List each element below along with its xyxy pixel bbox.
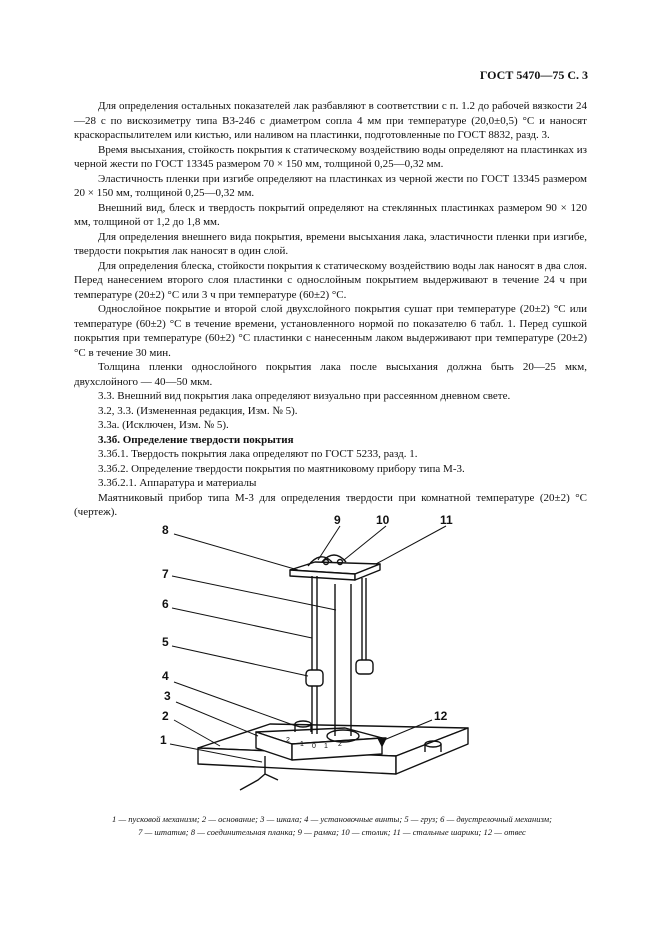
callout-11: 11 — [440, 513, 453, 527]
callout-3: 3 — [164, 689, 171, 703]
paragraph: Внешний вид, блеск и твердость покрытий определяют на стеклянных пластинках размером 90 × 120 мм, толщиной от 1,2 до 1,8 мм. — [74, 201, 587, 228]
callout-2: 2 — [162, 709, 169, 723]
paragraph: 3.3б.1. Твердость покрытия лака определяют по ГОСТ 5233, разд. 1. — [98, 448, 418, 460]
paragraph: Однослойное покрытие и второй слой двухслойного покрытия сушат при температуре (20±2) °С или температуре (60±2) °С в течение времени, установленного нормой по показателю 6 табл. 1. Перед сушкой покрытия при температуре (60±2) °С пластинки с нанесенным лаком выдерживают при температуре (20±2) °С в течение 30 мин. — [74, 303, 587, 359]
pendulum-device-drawing — [150, 512, 510, 804]
callout-7: 7 — [162, 567, 169, 581]
stand-column — [335, 584, 351, 736]
amendment-note: 3.3а. (Исключен, Изм. № 5). — [98, 419, 229, 431]
weight — [306, 670, 323, 686]
scale-mark: 2 — [338, 741, 342, 748]
leader-line-8 — [174, 534, 298, 570]
weight — [356, 660, 373, 674]
caption-line: 1 — пусковой механизм; 2 — основание; 3 — шкала; 4 — установочные винты; 5 — груз; 6 — двустрелочный механизм; — [112, 814, 552, 824]
page-header: ГОСТ 5470—75 С. 3 — [479, 68, 588, 82]
paragraph: Время высыхания, стойкость покрытия к статическому воздействию воды определяют на пластинках из черной жести по ГОСТ 13345 размером 70 × 150 мм, толщиной 0,25—0,32 мм. — [74, 143, 587, 170]
callout-9: 9 — [334, 513, 341, 527]
document-body — [74, 99, 587, 520]
callout-1: 1 — [160, 733, 167, 747]
paragraph: 3.3б.2.1. Аппаратура и материалы — [98, 477, 257, 489]
callout-6: 6 — [162, 597, 169, 611]
caption-line: 7 — штатив; 8 — соединительная планка; 9 — рамка; 10 — столик; 11 — стальные шарики; 12 — отвес — [138, 827, 526, 837]
paragraph: 3.3. Внешний вид покрытия лака определяют визуально при рассеянном дневном свете. — [98, 390, 511, 402]
pendulum-rod — [362, 578, 366, 668]
scale-mark: 1 — [324, 743, 328, 750]
leader-line-5 — [172, 646, 308, 676]
scale-mark: 0 — [312, 743, 316, 750]
leader-line-3 — [176, 702, 258, 736]
callout-4: 4 — [162, 669, 169, 683]
leader-line-2 — [174, 720, 220, 746]
scale-mark: 2 — [286, 737, 290, 744]
paragraph: Для определения остальных показателей лак разбавляют в соответствии с п. 1.2 до рабочей вязкости 24—28 с по вискозиметру типа ВЗ-246 с диаметром сопла 4 мм при температуре (20,0±0,5) °С и наносят краскораспылителем или кистью, или наливом на пластинки, подготовленные по ГОСТ 8832, разд. 3. — [74, 100, 587, 141]
leader-line-6 — [172, 608, 312, 638]
callout-12: 12 — [434, 709, 448, 723]
paragraph: Для определения внешнего вида покрытия, времени высыхания лака, эластичности пленки при изгибе, твердости покрытия лак наносят в один слой. — [74, 230, 587, 257]
figure-caption — [52, 813, 612, 839]
leader-line-4 — [174, 682, 296, 726]
paragraph: Эластичность пленки при изгибе определяют на пластинках из черной жести по ГОСТ 13345 размером 20 × 150 мм, толщиной 0,25—0,32 мм. — [74, 172, 587, 199]
leader-line-10 — [344, 526, 386, 560]
scale-mark: 1 — [300, 741, 304, 748]
callout-10: 10 — [376, 513, 390, 527]
paragraph: Для определения блеска, стойкости покрытия к статическому воздействию воды лак наносят в два слоя. Перед нанесением второго слоя пластинки с однослойным покрытием выдерживают в течение 24 ч при температуре (20±2) °С или 3 ч при температуре (60±2) °С. — [74, 259, 587, 301]
paragraph: Толщина пленки однослойного покрытия лака после высыхания должна быть 20—25 мкм, двухслойного — 40—50 мкм. — [74, 361, 587, 388]
callout-8: 8 — [162, 523, 169, 537]
pendulum-rod — [312, 576, 317, 734]
section-heading: 3.3б. Определение твердости покрытия — [98, 433, 294, 446]
amendment-note: 3.2, 3.3. (Измененная редакция, Изм. № 5). — [98, 404, 298, 417]
callout-5: 5 — [162, 635, 169, 649]
paragraph: Маятниковый прибор типа М-3 для определения твердости при комнатной температуре (20±2) °С (чертеж). — [74, 491, 587, 518]
leader-line-11 — [376, 526, 446, 564]
paragraph: 3.3б.2. Определение твердости покрытия по маятниковому прибору типа М-3. — [98, 462, 465, 475]
